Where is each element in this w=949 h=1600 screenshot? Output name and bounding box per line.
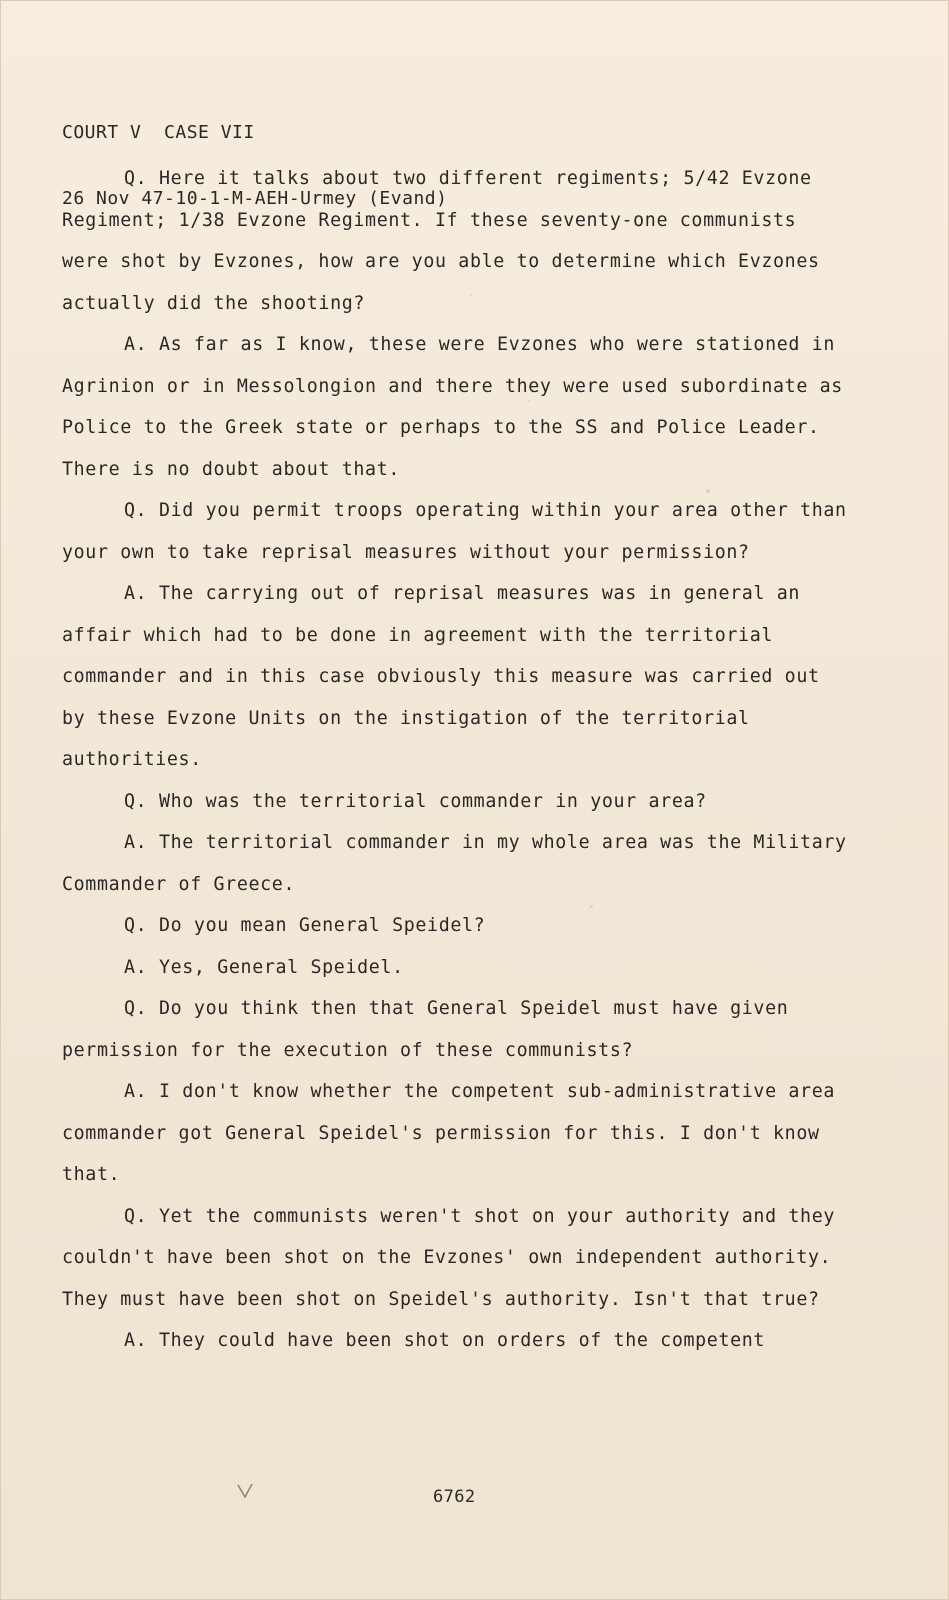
transcript-paragraph: A. As far as I know, these were Evzones who were stationed in Agrinion or in Messolongion and there they were used subordinate as Police to the Greek state or perhaps to the SS and Police Leader. There is no doubt about that.: [62, 334, 843, 480]
transcript-paragraph: Q. Here it talks about two different regiments; 5/42 Evzone Regiment; 1/38 Evzone Regiment. If these seventy-one communists were shot by Evzones, how are you able to determine which Evzones actually did the shooting?: [62, 168, 820, 314]
transcript-paragraph: A. Yes, General Speidel.: [124, 956, 404, 978]
transcript-paragraph: Q. Who was the territorial commander in your area?: [124, 790, 707, 812]
transcript-paragraph: Q. Did you permit troops operating within your area other than your own to take reprisal measures without your permission?: [62, 500, 847, 563]
paper-speck: [590, 905, 593, 908]
page-number: 6762: [433, 1487, 476, 1507]
paper-speck: [706, 489, 710, 493]
transcript-paragraph: A. They could have been shot on orders of the competent: [124, 1330, 766, 1351]
date-reference-line: 26 Nov 47-10-1-M-AEH-Urmey (Evand): [62, 188, 448, 209]
court-case-line: COURT V CASE VII: [62, 122, 255, 143]
transcript-paragraph: A. I don't know whether the competent sub-administrative area commander got General Speidel's permission for this. I don't know that.: [62, 1081, 836, 1185]
paper-speck: [405, 575, 407, 577]
transcript-paragraph: Q. Yet the communists weren't shot on your authority and they couldn't have been shot on the Evzones' own independent authority. They must have been shot on Speidel's authority. Isn't that true?: [62, 1205, 836, 1310]
transcript-paragraph: Q. Do you mean General Speidel?: [124, 915, 486, 936]
check-mark-icon: [236, 1482, 254, 1500]
transcript-paragraph: A. The territorial commander in my whole area was the Military Commander of Greece.: [62, 832, 847, 895]
transcript-paragraph: Q. Do you think then that General Speidel must have given permission for the execution of these communists?: [62, 998, 789, 1061]
transcript-paragraph: A. The carrying out of reprisal measures was in general an affair which had to be done in agreement with the territorial commander and in this case obviously this measure was carried out by these Evzone Units on the instigation of the territorial authorities.: [62, 583, 820, 770]
transcript-body: [62, 158, 852, 1362]
paper-speck: [470, 294, 472, 296]
paper-speck: [528, 400, 530, 402]
